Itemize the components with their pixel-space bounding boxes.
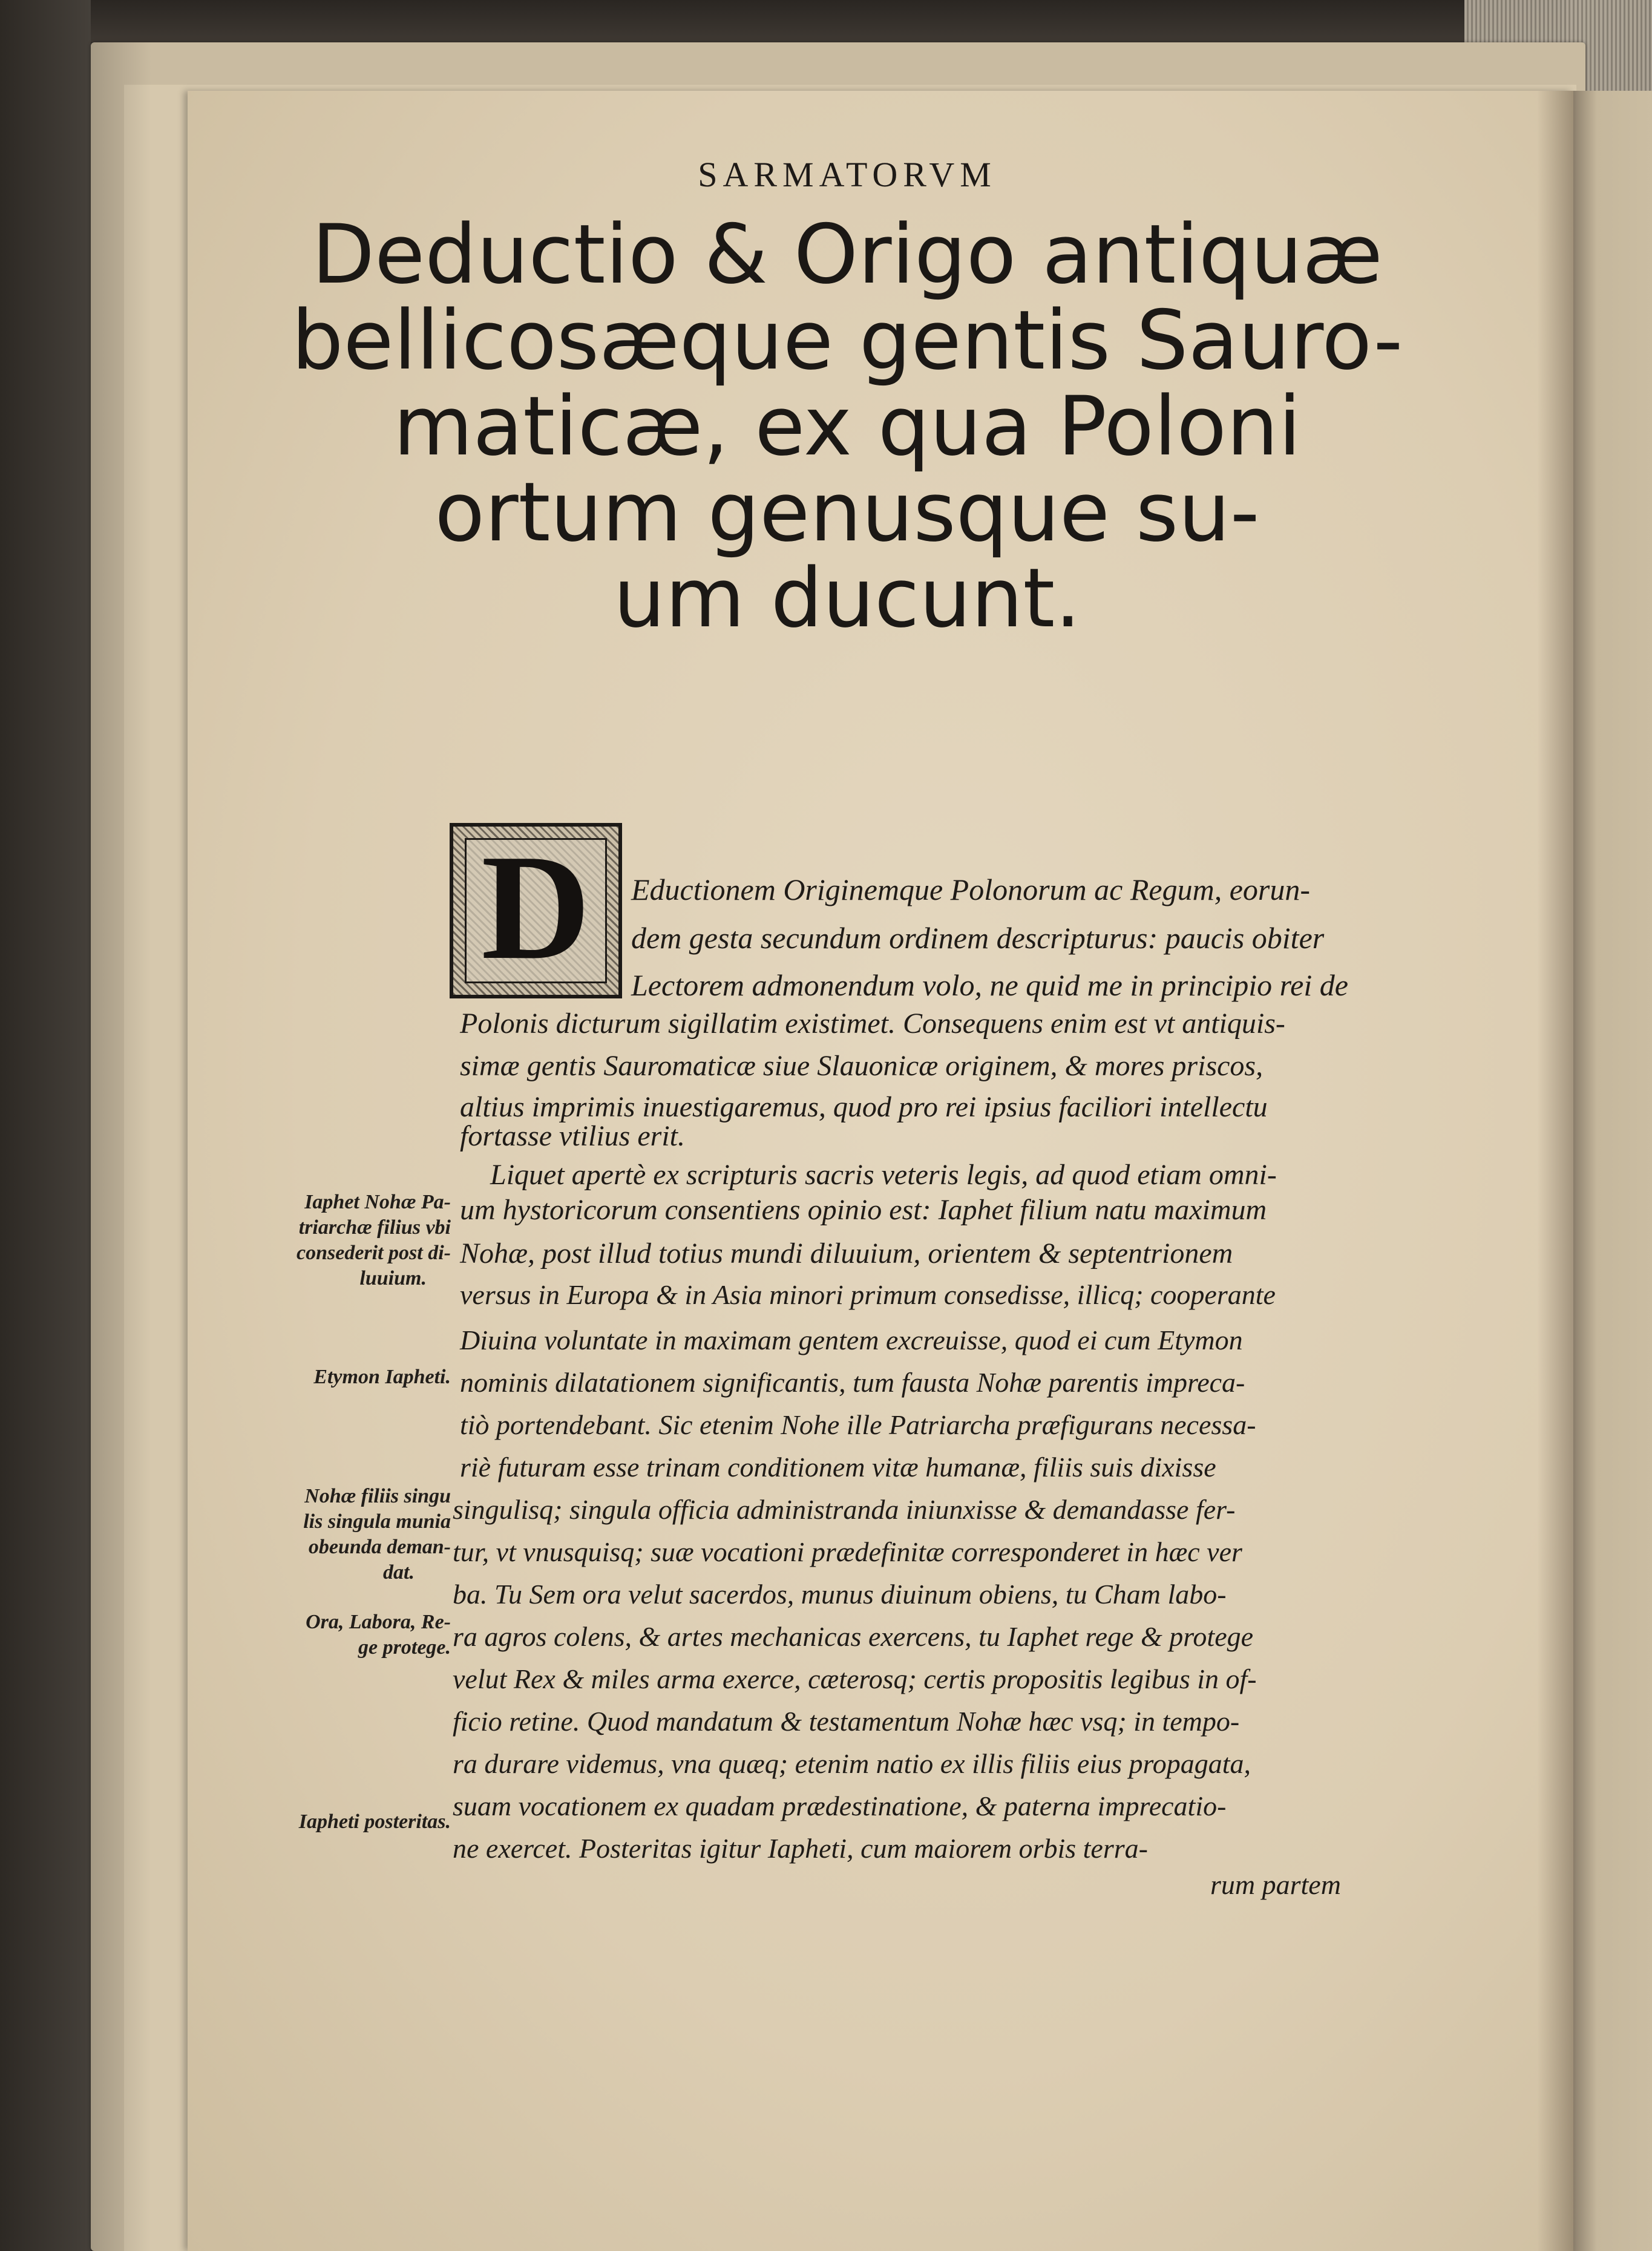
body-line: rum partem: [1210, 1869, 1341, 1900]
body-line: Lectorem admonendum volo, ne quid me in principio rei de: [631, 968, 1348, 1002]
margin-note-line: dat.: [383, 1561, 415, 1584]
body-line: um hystoricorum consentiens opinio est: Iaphet filium natu maximum: [460, 1194, 1267, 1226]
body-line: simæ gentis Sauromaticæ siue Slauonicæ originem, & mores priscos,: [460, 1050, 1264, 1082]
body-line: ba. Tu Sem ora velut sacerdos, munus diuinum obiens, tu Cham labo-: [453, 1579, 1227, 1610]
margin-note-line: lis singula munia: [303, 1510, 451, 1533]
body-line: nominis dilatationem significantis, tum fausta Nohæ parentis impreca-: [460, 1367, 1245, 1398]
body-line: tur, vt vnusquisq; suæ vocationi prædefinitæ corresponderet in hæc ver: [453, 1536, 1242, 1567]
body-line: Polonis dicturum sigillatim existimet. Consequens enim est vt antiquis-: [460, 1008, 1285, 1040]
margin-note-line: Ora, Labora, Re-: [306, 1611, 451, 1633]
title-line: ortum genusque su-: [434, 465, 1260, 560]
running-head: SARMATORVM: [698, 155, 997, 194]
margin-note-line: Iapheti posteritas.: [298, 1810, 451, 1833]
margin-note-line: Nohæ filiis singu: [304, 1485, 451, 1507]
margin-note: [233, 1190, 451, 1291]
body-line: Eductionem Originemque Polonorum ac Regum, eorun-: [631, 873, 1310, 906]
margin-note-line: Etymon Iapheti.: [313, 1366, 451, 1388]
title-line: Deductio & Origo antiquæ: [312, 207, 1383, 302]
margin-note-line: luuium.: [359, 1267, 427, 1289]
body-line: ne exercet. Posteritas igitur Iapheti, cum maiorem orbis terra-: [453, 1833, 1148, 1864]
body-line: ra agros colens, & artes mechanicas exercens, tu Iaphet rege & protege: [453, 1621, 1254, 1652]
body-line: versus in Europa & in Asia minori primum consedisse, illicq; cooperante: [460, 1279, 1276, 1310]
body-line: ficio retine. Quod mandatum & testamentum Nohæ hæc vsq; in tempo-: [453, 1706, 1240, 1737]
title-line: um ducunt.: [613, 551, 1081, 646]
margin-note: [233, 1484, 451, 1585]
body-line: Diuina voluntate in maximam gentem excreuisse, quod ei cum Etymon: [460, 1325, 1243, 1355]
body-line: velut Rex & miles arma exerce, cæterosq; certis propositis legibus in of-: [453, 1663, 1257, 1694]
margin-note-line: Iaphet Nohæ Pa-: [304, 1191, 451, 1213]
body-line: Liquet apertè ex scripturis sacris veteris legis, ad quod etiam omni-: [490, 1159, 1277, 1191]
title-line: maticæ, ex qua Poloni: [393, 379, 1302, 474]
margin-note-line: consederit post di-: [297, 1242, 451, 1264]
body-line: singulisq; singula officia administranda iniunxisse & demandasse fer-: [453, 1494, 1236, 1525]
margin-note-line: obeunda deman-: [308, 1536, 451, 1558]
body-line: tiò portendebant. Sic etenim Nohe ille Patriarcha præfigurans necessa-: [460, 1409, 1256, 1440]
margin-note: [233, 1365, 451, 1390]
body-line: ra durare videmus, vna quæq; etenim natio ex illis filiis eius propagata,: [453, 1748, 1251, 1779]
body-line: Nohæ, post illud totius mundi diluuium, orientem & septentrionem: [460, 1237, 1233, 1270]
margin-note: [233, 1610, 451, 1660]
initial-letter: D: [481, 824, 591, 991]
body-line: suam vocationem ex quadam prædestinatione, & paterna imprecatio-: [453, 1791, 1227, 1821]
body-line: altius imprimis inuestigaremus, quod pro rei ipsius faciliori intellectu: [460, 1091, 1268, 1123]
margin-note-line: triarchæ filius vbi: [298, 1216, 451, 1239]
body-line: dem gesta secundum ordinem descripturus: paucis obiter: [631, 921, 1325, 955]
title-line: bellicosæque gentis Sauro-: [291, 293, 1403, 388]
margin-note-line: ge protege.: [358, 1636, 451, 1659]
body-line: fortasse vtilius erit.: [460, 1120, 685, 1152]
margin-note: [233, 1809, 451, 1835]
body-line: riè futuram esse trinam conditionem vitæ humanæ, filiis suis dixisse: [460, 1452, 1216, 1483]
